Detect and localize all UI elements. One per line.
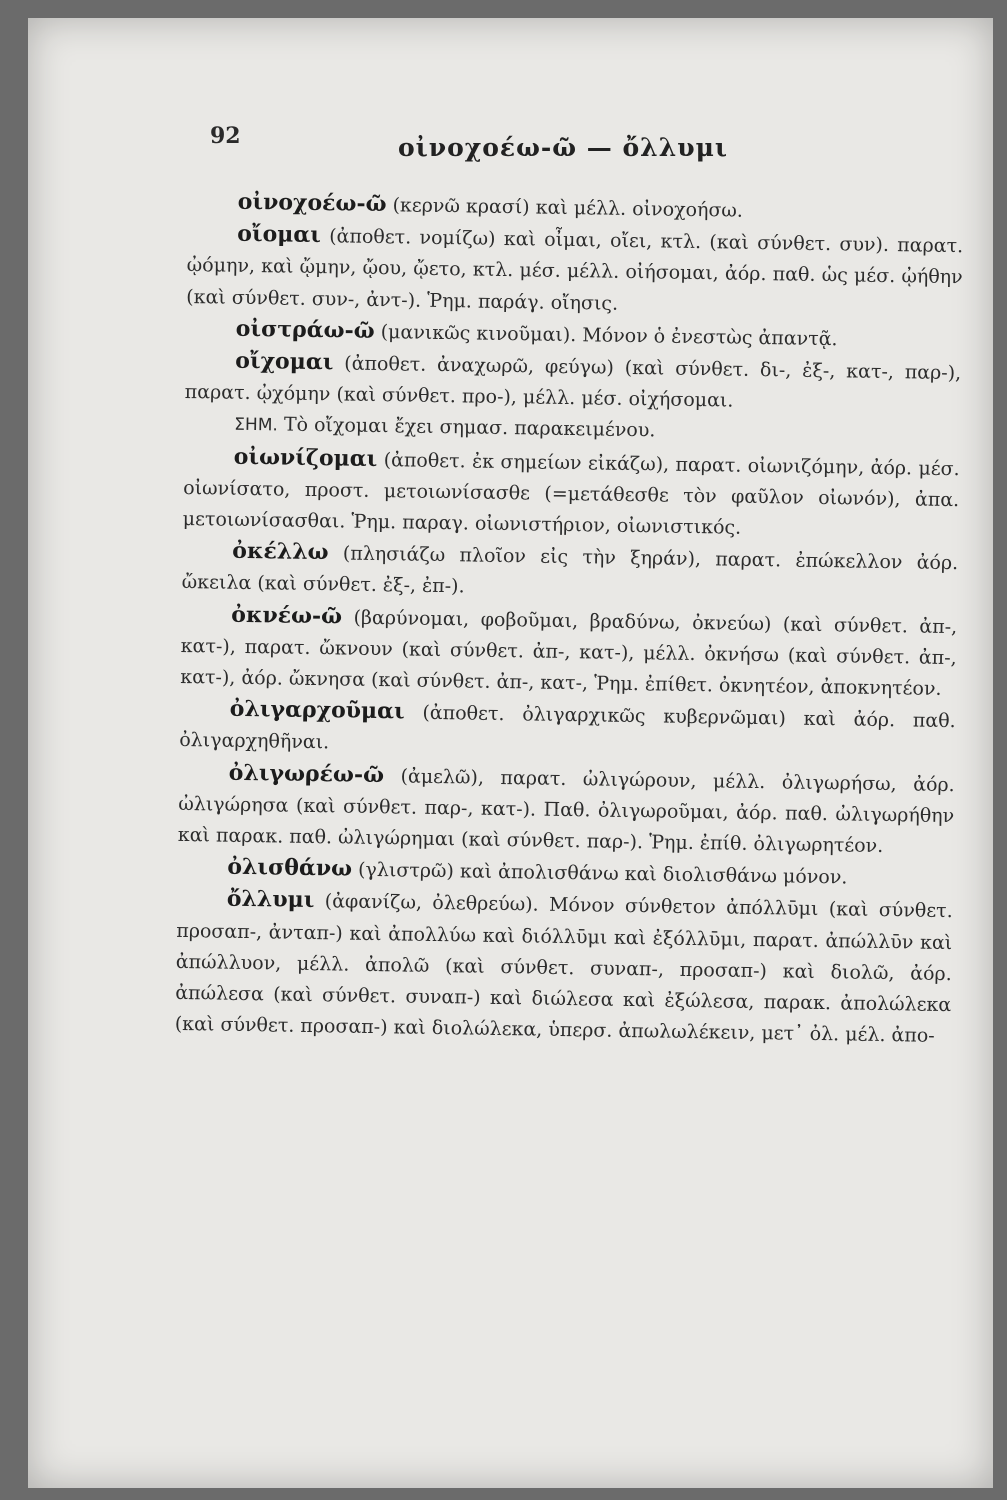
entry-lemma: οἰστράω-ῶ <box>235 315 375 344</box>
entry-text: (ἀμελῶ), παρατ. ὠλιγώρουν, μέλλ. ὀλιγωρήσω, ἀόρ. ὠλιγώρησα (καὶ σύνθετ. παρ-, κατ-). Παθ. ὀλιγωροῦμαι, ἀόρ. παθ. ὠλιγωρήθην καὶ παρακ. παθ. ὠλιγώρημαι (καὶ σύνθετ. παρ-). Ῥημ. ἐπίθ. ὀλιγωρητέον. <box>177 765 955 858</box>
entry-text: (ἀφανίζω, ὀλεθρεύω). Μόνον σύνθετον ἀπόλλῡμι (καὶ σύνθετ. προσαπ-, ἀνταπ-) καὶ ἀπολλύω καὶ διόλλῡμι καὶ ἐξόλλῡμι, παρατ. ἀπώλλῡν καὶ ἀπώλλυον, μέλλ. ἀπολῶ (καὶ σύνθετ. συναπ-, προσαπ-) καὶ διολῶ, ἀόρ. ἀπώλεσα (καὶ σύνθετ. συναπ-) καὶ διώλεσα καὶ ἐξώλεσα, παρακ. ἀπολώλεκα (καὶ σύνθετ. προσαπ-) καὶ διολώλεκα, ὑπερσ. ἀπωλωλέκειν, μετ᾽ ὀλ. μέλ. ἀπο- <box>174 890 953 1048</box>
entry-lemma: ὄλλυμι <box>226 886 315 914</box>
running-head: οἰνοχοέω-ῶ — ὄλλυμι <box>398 133 728 162</box>
entry-text: (γλιστρῶ) καὶ ἀπολισθάνω καὶ διολισθάνω μόνον. <box>357 859 848 889</box>
entry-lemma: οἰνοχοέω-ῶ <box>237 188 387 218</box>
dictionary-entry <box>182 535 959 611</box>
dictionary-entry <box>180 599 957 706</box>
note-text: Τὸ οἴχομαι ἔχει σημασ. παρακειμένου. <box>283 413 656 442</box>
dictionary-entry <box>186 218 963 325</box>
entry-text: (βαρύνομαι, φοβοῦμαι, βραδύνω, ὀκνεύω) (καὶ σύνθετ. ἀπ-, κατ-), παρατ. ὤκνουν (καὶ σύνθετ. ἀπ-, κατ-), μέλλ. ὀκνήσω (καὶ σύνθετ. ἀπ-, κατ-), ἀόρ. ὤκνησα (καὶ σύνθετ. ἀπ-, κατ-, Ῥημ. ἐπίθετ. ὀκνητέον, ἀποκνητέον. <box>180 606 958 700</box>
entry-text: (ἀποθετ. ἀναχωρῶ, φεύγω) (καὶ σύνθετ. δι-, ἐξ-, κατ-, παρ-), παρατ. ᾠχόμην (καὶ σύνθετ. προ-), μέλλ. μέσ. οἰχήσομαι. <box>184 352 962 412</box>
entry-text: (ἀποθετ. ὀλιγαρχικῶς κυβερνῶμαι) καὶ ἀόρ. παθ. ὀλιγαρχηθῆναι. <box>179 701 956 754</box>
entry-lemma: οἰωνίζομαι <box>233 443 378 472</box>
dictionary-body <box>175 186 964 1053</box>
entry-text: (μανικῶς κινοῦμαι). Μόνον ὁ ἐνεστὼς ἀπαντᾷ. <box>380 320 838 351</box>
dictionary-entry <box>178 757 955 864</box>
dictionary-entry <box>175 883 953 1052</box>
entry-lemma: ὀλιγαρχοῦμαι <box>229 695 405 725</box>
entry-lemma: ὀκέλλω <box>232 537 329 566</box>
entry-lemma: ὀκνέω-ῶ <box>231 601 343 630</box>
entry-lemma: οἴομαι <box>237 220 322 249</box>
book-page <box>28 18 993 1488</box>
entry-text: (κερνῶ κρασί) καὶ μέλλ. οἰνοχοήσω. <box>392 194 744 222</box>
dictionary-entry <box>179 693 956 769</box>
entry-lemma: ὀλισθάνω <box>227 853 353 882</box>
note-label: ΣΗΜ. <box>234 415 279 436</box>
entry-text: (πλησιάζω πλοῖον εἰς τὴν ξηράν), παρατ. ἐπώκελλον ἀόρ. ὤκειλα (καὶ σύνθετ. ἐξ-, ἐπ-). <box>181 542 959 598</box>
entry-lemma: ὀλιγωρέω-ῶ <box>228 759 385 788</box>
entry-lemma: οἴχομαι <box>235 347 334 376</box>
entry-text: (ἀποθετ. νομίζω) καὶ οἶμαι, οἴει, κτλ. (καὶ σύνθετ. συν). παρατ. ᾠόμην, καὶ ᾤμην, ᾤου, ᾤετο, κτλ. μέσ. μέλλ. οἰήσομαι, ἀόρ. παθ. ὡς μέσ. ᾠήθην (καὶ σύνθετ. συν-, ἀντ-). Ῥημ. παράγ. οἴησις. <box>186 225 964 315</box>
dictionary-entry <box>183 441 960 548</box>
entry-text: (ἀποθετ. ἐκ σημείων εἰκάζω), παρατ. οἰωνιζόμην, ἀόρ. μέσ. οἰωνίσατο, προστ. μετοιωνίσασθε (=μετάθεσθε τὸν φαῦλον οἰωνόν), ἀπα. μετοιωνίσασθαι. Ῥημ. παραγ. οἰωνιστήριον, οἰωνιστικός. <box>182 448 960 539</box>
page-number: 92 <box>210 123 241 149</box>
